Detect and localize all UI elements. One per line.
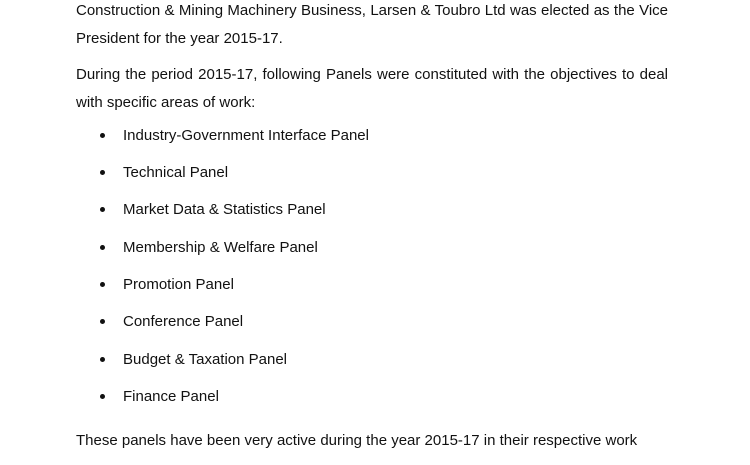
list-item-label: Technical Panel [123, 164, 229, 181]
list-item-label: Promotion Panel [123, 276, 234, 293]
list-item-label: Market Data & Statistics Panel [123, 201, 326, 218]
list-item-label: Conference Panel [123, 313, 244, 330]
list-item [0, 236, 600, 260]
list-item [0, 310, 600, 334]
panels-intro-paragraph: During the period 2015-17, following Panels were constituted with the objectives to deal with specific areas of work: [76, 66, 668, 111]
list-item [0, 161, 600, 185]
bullet-icon [100, 170, 105, 175]
bullet-icon [100, 245, 105, 250]
list-item-label: Industry-Government Interface Panel [123, 127, 369, 144]
list-item-label: Membership & Welfare Panel [123, 239, 318, 256]
list-item [0, 385, 600, 409]
bullet-icon [100, 133, 105, 138]
bullet-icon [100, 319, 105, 324]
list-item [0, 273, 600, 297]
intro-paragraph: Construction & Mining Machinery Business, Larsen & Toubro Ltd was elected as the Vice President for the year 2015-17. [76, 2, 668, 47]
list-item [0, 198, 600, 222]
list-item-label: Budget & Taxation Panel [123, 351, 288, 368]
bullet-icon [100, 357, 105, 362]
list-item [0, 348, 600, 372]
bullet-icon [100, 207, 105, 212]
list-item [0, 124, 600, 148]
bullet-icon [100, 282, 105, 287]
list-item-label: Finance Panel [123, 388, 219, 405]
bullet-icon [100, 394, 105, 399]
closing-paragraph: These panels have been very active during the year 2015-17 in their respective work [76, 432, 638, 449]
